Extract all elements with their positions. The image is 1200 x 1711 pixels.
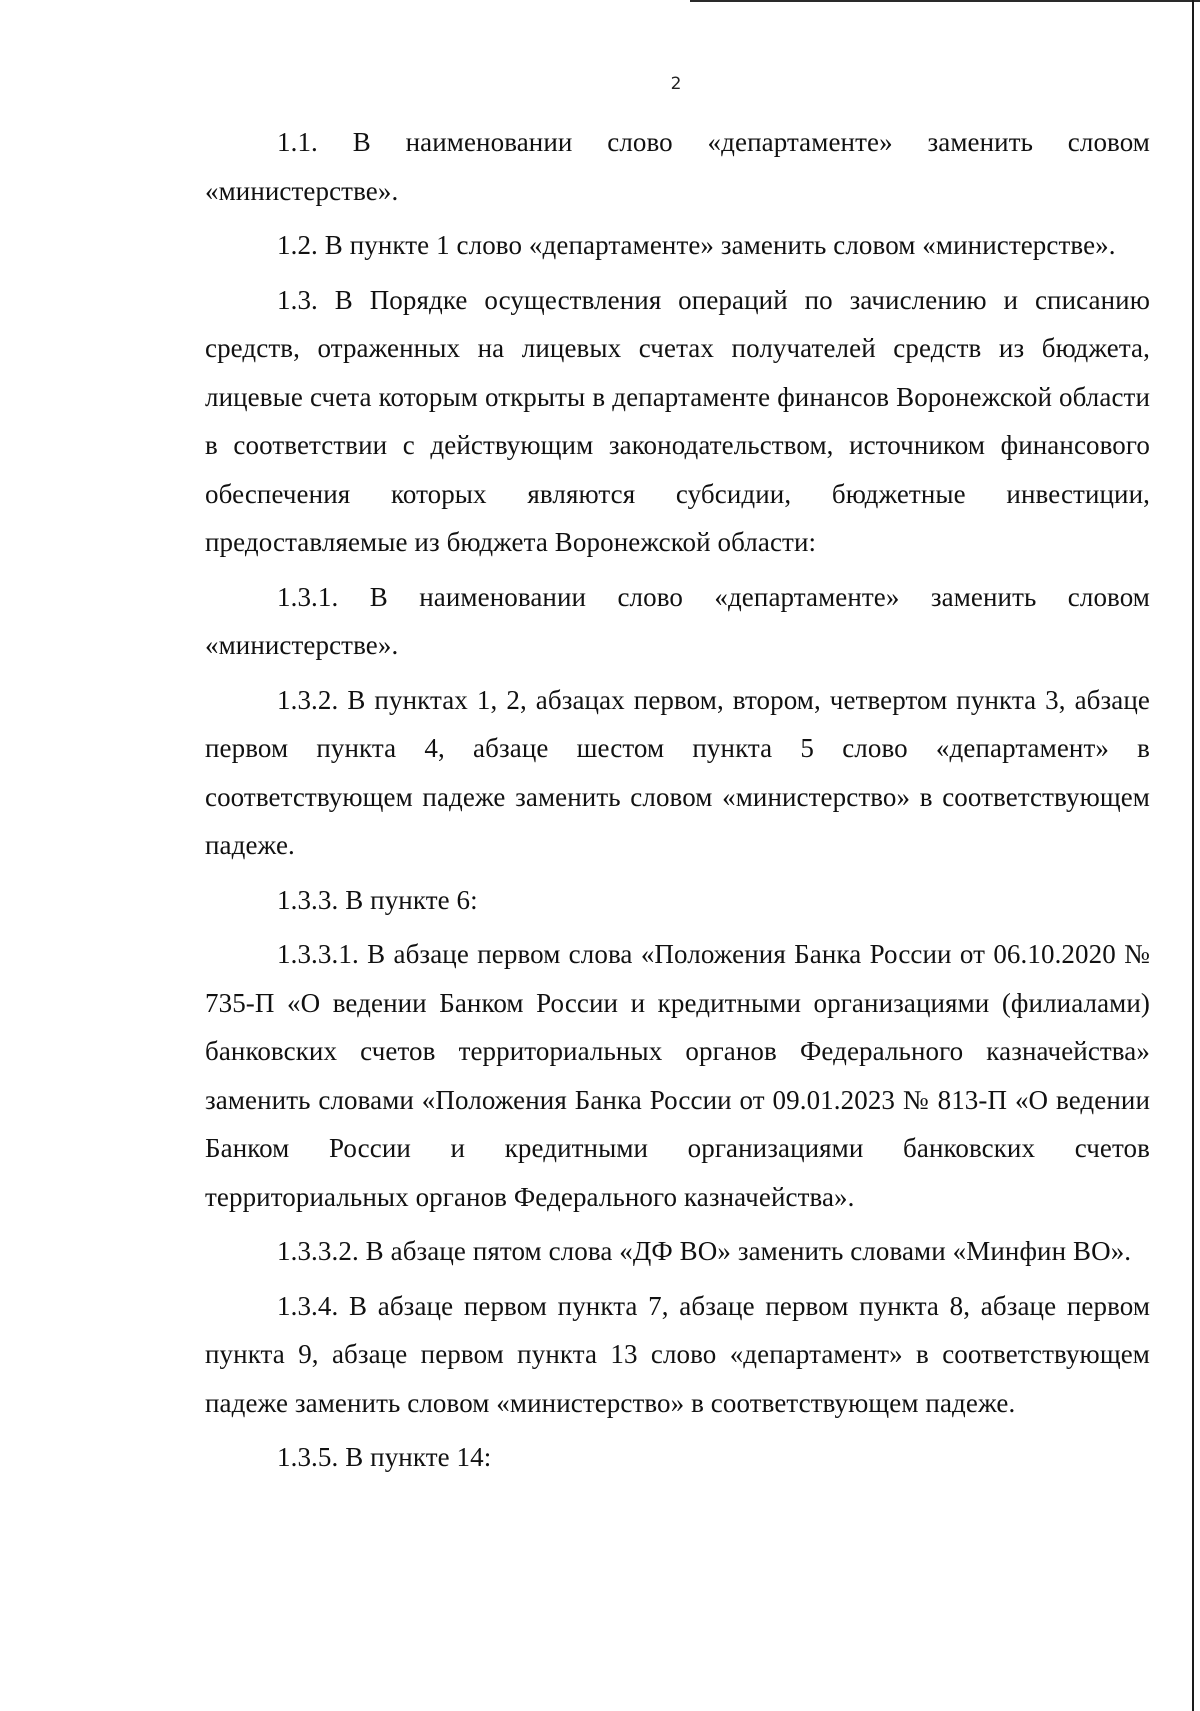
paragraph-1-3-1: 1.3.1. В наименовании слово «департаменте» заменить словом «министерстве». <box>205 581 1150 660</box>
scan-edge-top <box>690 0 1200 2</box>
paragraph-1-3-5: 1.3.5. В пункте 14: <box>277 1442 492 1472</box>
page-number: 2 <box>670 74 682 94</box>
paragraph-1-3-4: 1.3.4. В абзаце первом пункта 7, абзаце первом пункта 8, абзаце первом пункта 9, абзаце первом пункта 13 слово «департамент» в соответствующем падеже заменить словом «министерство» в соответствующем падеже. <box>205 1290 1150 1418</box>
paragraph-1-2: 1.2. В пункте 1 слово «департаменте» заменить словом «министерстве». <box>277 230 1116 260</box>
paragraph-1-1: 1.1. В наименовании слово «департаменте» заменить словом «министерстве». <box>205 127 1150 206</box>
paragraph-1-3: 1.3. В Порядке осуществления операций по зачислению и списанию средств, отраженных на лицевых счетах получателей средств из бюджета, лицевые счета которым открыты в департаменте финансов Воронежской области в соответствии с действующим законодательством, источником финансового обеспечения которых являются субсидии, бюджетные инвестиции, предоставляемые из бюджета Воронежской области: <box>205 284 1150 557</box>
paragraph-1-3-2: 1.3.2. В пунктах 1, 2, абзацах первом, втором, четвертом пункта 3, абзаце первом пункта 4, абзаце шестом пункта 5 слово «департамент» в соответствующем падеже заменить словом «министерство» в соответствующем падеже. <box>205 684 1150 860</box>
paragraph-1-3-3-1: 1.3.3.1. В абзаце первом слова «Положения Банка России от 06.10.2020 № 735-П «О ведении Банком России и кредитными организациями (филиалами) банковских счетов территориальных органов Федерального казначейства» заменить словами «Положения Банка России от 09.01.2023 № 813-П «О ведении Банком России и кредитными организациями банковских счетов территориальных органов Федерального казначейства». <box>205 939 1150 1212</box>
scan-edge-right <box>1192 0 1194 1711</box>
paragraph-1-3-3: 1.3.3. В пункте 6: <box>277 884 478 915</box>
document-body <box>205 118 1150 1488</box>
paragraph-1-3-3-2: 1.3.3.2. В абзаце пятом слова «ДФ ВО» заменить словами «Минфин ВО». <box>277 1236 1132 1266</box>
